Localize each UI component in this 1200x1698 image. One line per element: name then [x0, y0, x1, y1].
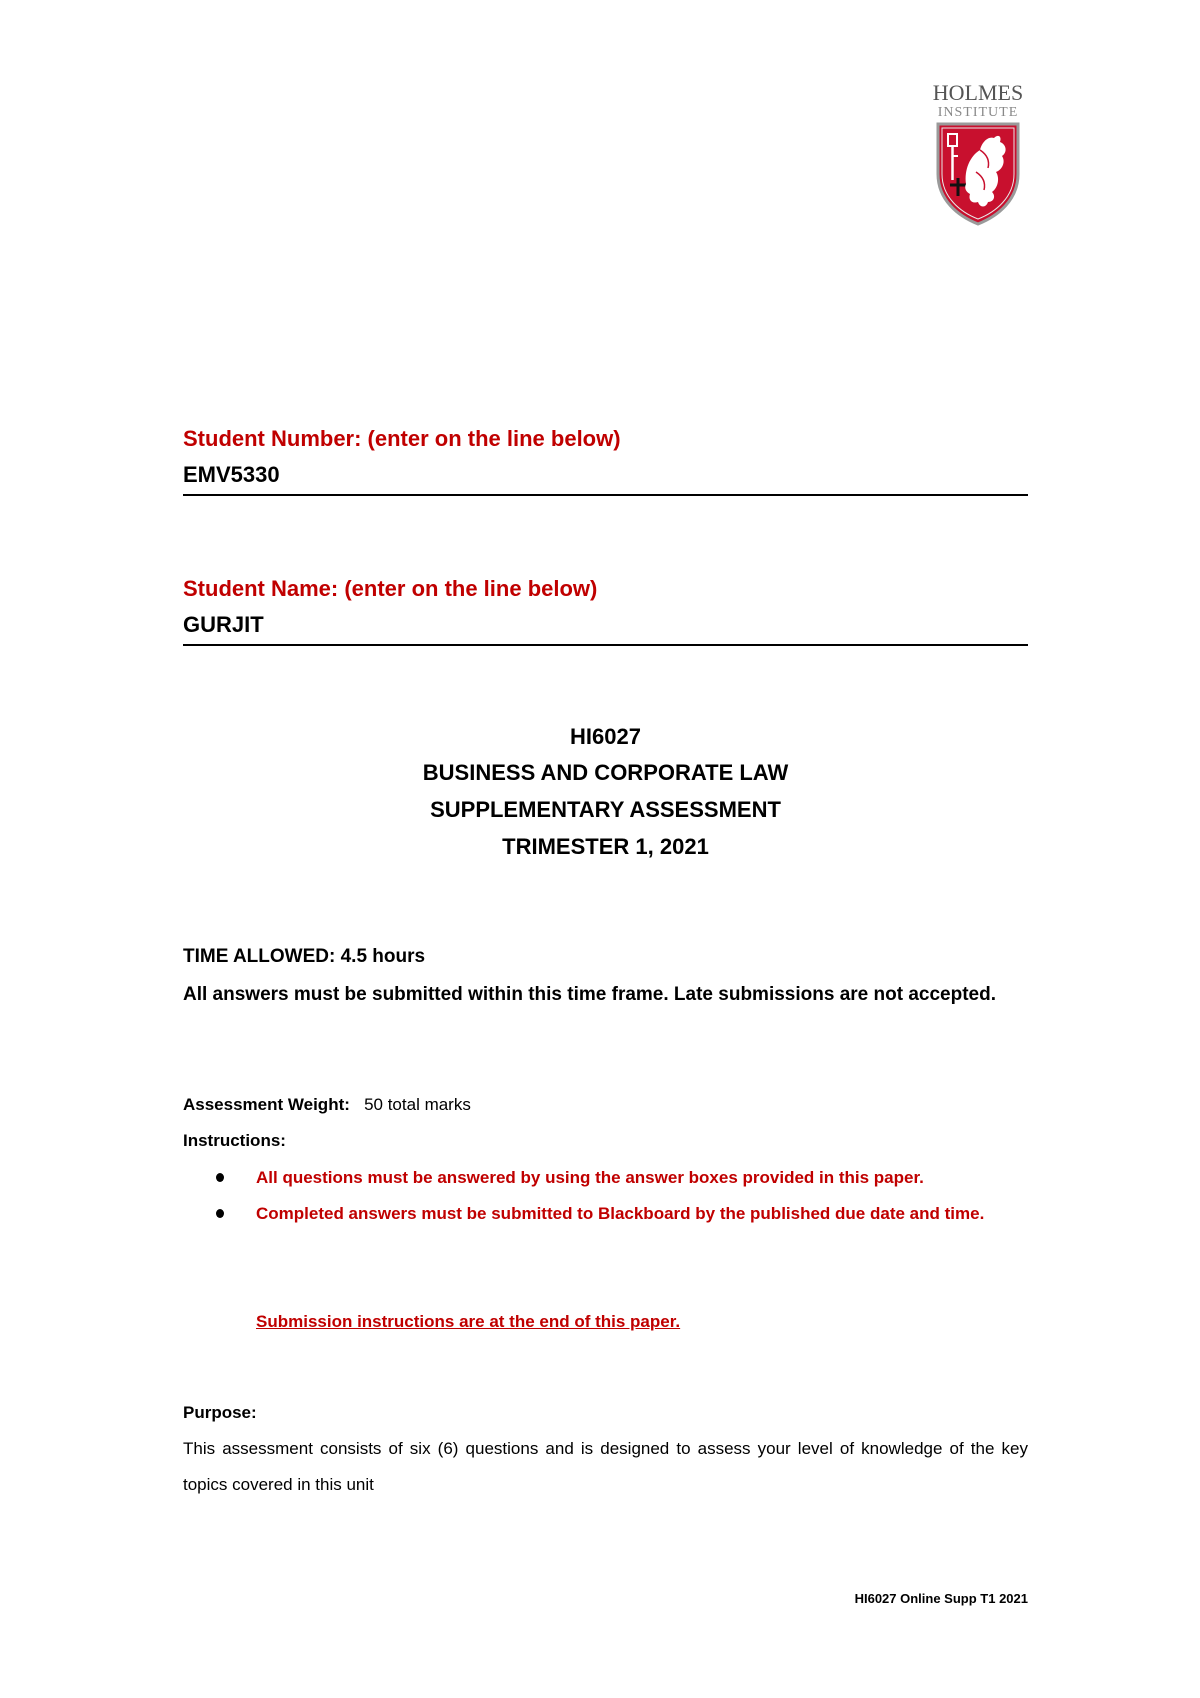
student-name-field[interactable]: GURJIT: [183, 610, 1028, 646]
holmes-institute-logo: [928, 82, 1028, 227]
instruction-item: Completed answers must be submitted to Blackboard by the published due date and time.: [218, 1196, 1028, 1268]
submission-instructions-link[interactable]: Submission instructions are at the end of this paper.: [256, 1312, 681, 1331]
late-submission-note: All answers must be submitted within this time frame. Late submissions are not accepted.: [183, 984, 996, 1005]
course-title: BUSINESS AND CORPORATE LAW: [422, 760, 789, 785]
trimester: TRIMESTER 1, 2021: [502, 834, 709, 859]
course-code: HI6027: [570, 724, 641, 749]
student-number-section: [183, 424, 1028, 496]
student-number-label: Student Number: (enter on the line below): [183, 426, 621, 451]
logo-wordmark-holmes: HOLMES: [932, 80, 1024, 105]
time-allowed: TIME ALLOWED: 4.5 hours: [183, 946, 426, 967]
purpose-text: This assessment consists of six (6) questions and is designed to assess your level of knowledge of the key topics covered in this unit: [183, 1439, 1028, 1494]
purpose-label: Purpose:: [183, 1403, 257, 1422]
student-name-section: [183, 574, 1028, 646]
logo-wordmark-institute: INSTITUTE: [937, 105, 1019, 120]
bullet-icon: [216, 1209, 224, 1218]
assessment-type: SUPPLEMENTARY ASSESSMENT: [430, 797, 781, 822]
student-name-label: Student Name: (enter on the line below): [183, 576, 598, 601]
page-footer: HI6027 Online Supp T1 2021: [854, 1591, 1028, 1606]
bullet-icon: [216, 1173, 224, 1182]
student-number-field[interactable]: EMV5330: [183, 460, 1028, 496]
assessment-weight-label: Assessment Weight:: [183, 1095, 350, 1114]
document-page: HOLMES INSTITUTE Student Number: (enter on the line below) EMV5330 Student Name: (enter on the line below) GURJIT HI6027 BUSINESS AND CORPORATE LAW SUPPLEMENTARY ASSESSMENT TRIMESTER 1, 2021 TIME ALLOWED: 4.5 hours All answers must be submitted within this time frame. Late submissions are not accepted. Assessment Weight: 50 total marks Instructions: All questions must be answered by using the answer boxes provided in this paper. Completed answers must be submitted to Blackboard by the published due date and time. Submission instructions are at the end of this paper. Purpose: This assessment consists of six (6) questions and is designed to assess your level of knowledge of the key topics covered in this unit HI6027 Online Supp T1 2021: [0, 0, 1200, 1698]
assessment-weight: [183, 1087, 1028, 1123]
instructions-label: Instructions:: [183, 1131, 286, 1150]
assessment-weight-value: 50 total marks: [364, 1095, 471, 1114]
griffin-shield-icon: [936, 122, 1020, 226]
